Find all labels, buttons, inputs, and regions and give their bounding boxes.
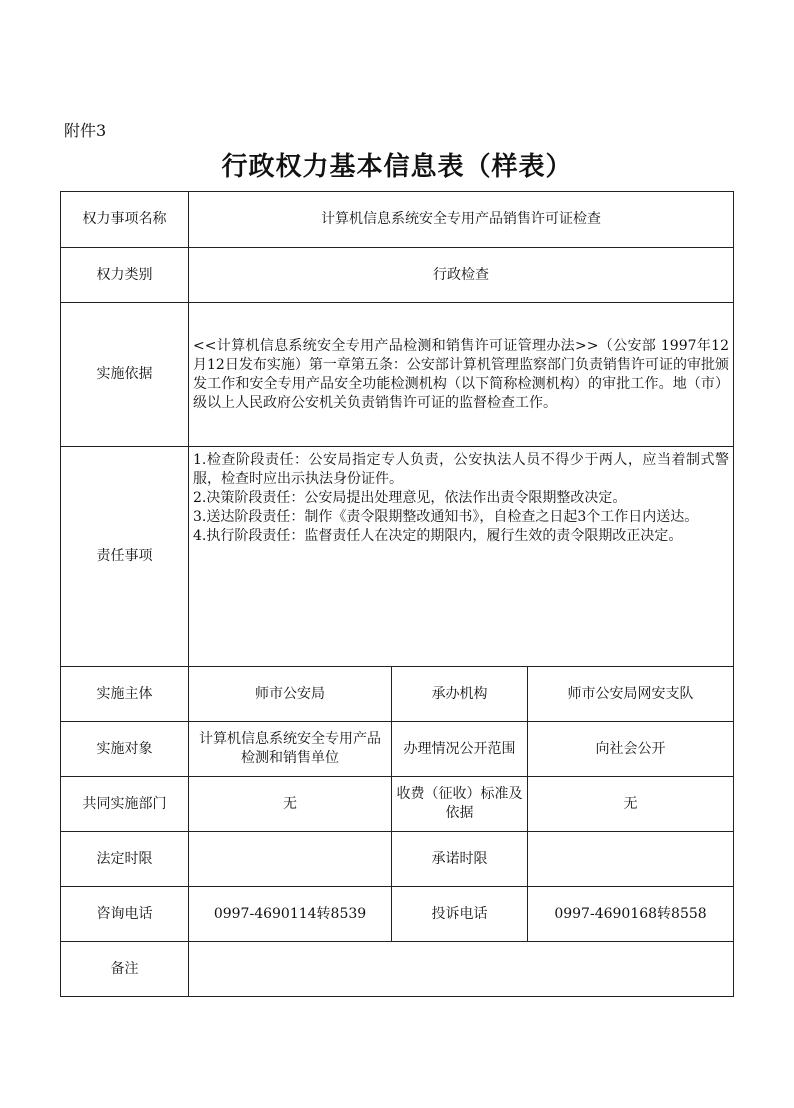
subject-value: 师市公安局 <box>189 667 392 722</box>
joint-dept-value: 无 <box>189 777 392 832</box>
table-row <box>61 192 734 248</box>
attachment-label: 附件3 <box>64 121 107 140</box>
remarks-value <box>189 942 734 997</box>
table-row <box>61 667 734 722</box>
responsibility-item: 3.送达阶段责任：制作《责令限期整改通知书》，自检查之日起3个工作日内送达。 <box>193 509 699 525</box>
table-row <box>61 303 734 447</box>
disclosure-label: 办理情况公开范围 <box>392 722 528 777</box>
legal-deadline-label: 法定时限 <box>61 832 189 887</box>
responsibility-item: 1.检查阶段责任：公安局指定专人负责，公安执法人员不得少于两人，应当着制式警服，检查时应出示执法身份证件。 <box>193 452 730 487</box>
promised-deadline-value <box>528 832 734 887</box>
target-label: 实施对象 <box>61 722 189 777</box>
responsibility-value <box>189 447 734 667</box>
agency-label: 承办机构 <box>392 667 528 722</box>
complaint-phone-label: 投诉电话 <box>392 887 528 942</box>
table-row <box>61 777 734 832</box>
disclosure-value: 向社会公开 <box>528 722 734 777</box>
fee-label: 收费（征收）标准及依据 <box>392 777 528 832</box>
responsibility-item: 2.决策阶段责任：公安局提出处理意见，依法作出责令限期整改决定。 <box>193 490 627 506</box>
responsibility-label: 责任事项 <box>61 447 189 667</box>
target-value: 计算机信息系统安全专用产品检测和销售单位 <box>189 722 392 777</box>
table-row <box>61 832 734 887</box>
power-category-value: 行政检查 <box>189 248 734 303</box>
consult-phone-label: 咨询电话 <box>61 887 189 942</box>
table-row <box>61 248 734 303</box>
power-name-value: 计算机信息系统安全专用产品销售许可证检查 <box>189 192 734 248</box>
table-row <box>61 887 734 942</box>
complaint-phone-value: 0997-4690168转8558 <box>528 887 734 942</box>
basis-value: <<计算机信息系统安全专用产品检测和销售许可证管理办法>>（公安部 1997年12月12日发布实施）第一章第五条：公安部计算机管理监察部门负责销售许可证的审批颁发工作和安全专用产品安全功能检测机构（以下简称检测机构）的审批工作。地（市）级以上人民政府公安机关负责销售许可证的监督检查工作。 <box>189 303 734 447</box>
power-name-label: 权力事项名称 <box>61 192 189 248</box>
table-row <box>61 447 734 667</box>
remarks-label: 备注 <box>61 942 189 997</box>
legal-deadline-value <box>189 832 392 887</box>
info-table <box>60 191 734 997</box>
page-title: 行政权力基本信息表（样表） <box>221 152 573 182</box>
table-row <box>61 942 734 997</box>
joint-dept-label: 共同实施部门 <box>61 777 189 832</box>
agency-value: 师市公安局网安支队 <box>528 667 734 722</box>
power-category-label: 权力类别 <box>61 248 189 303</box>
promised-deadline-label: 承诺时限 <box>392 832 528 887</box>
fee-value: 无 <box>528 777 734 832</box>
basis-label: 实施依据 <box>61 303 189 447</box>
table-row <box>61 722 734 777</box>
consult-phone-value: 0997-4690114转8539 <box>189 887 392 942</box>
subject-label: 实施主体 <box>61 667 189 722</box>
responsibility-item: 4.执行阶段责任：监督责任人在决定的期限内，履行生效的责令限期改正决定。 <box>193 528 683 544</box>
